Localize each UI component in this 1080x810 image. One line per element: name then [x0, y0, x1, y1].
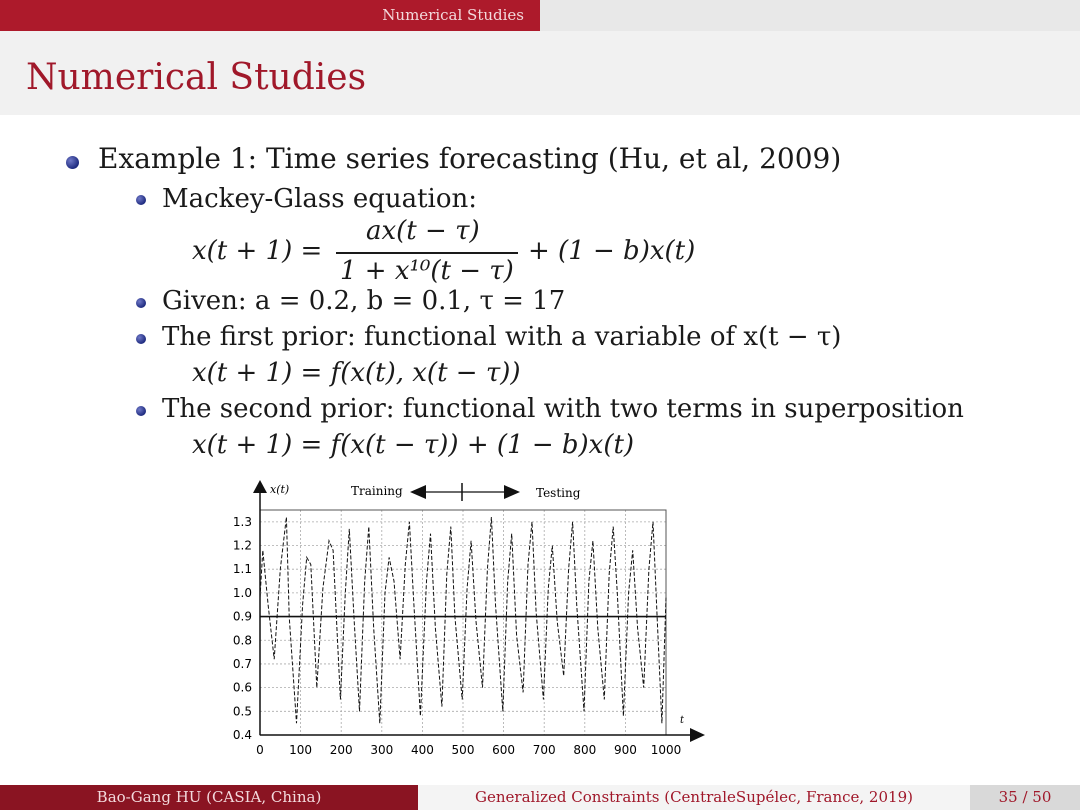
x-tick-label: 0	[256, 743, 264, 757]
training-label: Training	[351, 484, 403, 498]
equation-1-denominator: 1 + x¹⁰(t − τ)	[340, 256, 514, 286]
training-arrow-icon	[410, 485, 426, 499]
y-tick-labels	[233, 515, 252, 742]
y-tick-label: 1.0	[232, 585, 252, 600]
y-tick-label: 1.2	[232, 538, 252, 553]
top-navigation-bar	[0, 0, 1080, 31]
y-tick-label: 0.7	[232, 656, 252, 671]
bullet-given: Given: a = 0.2, b = 0.1, τ = 17	[162, 286, 566, 316]
equation-1-rhs: + (1 − b)x(t)	[528, 236, 696, 266]
x-tick-label: 100	[289, 743, 313, 757]
title-bar	[0, 31, 1080, 115]
sub-bullet-icon	[136, 406, 146, 416]
footer-talk-title[interactable]: Generalized Constraints (CentraleSupélec, France, 2019)	[418, 785, 970, 810]
x-axis-label: t	[680, 715, 685, 726]
y-tick-label: 0.4	[232, 728, 252, 742]
y-tick-label: 0.9	[232, 609, 252, 624]
fraction-bar	[336, 252, 518, 254]
y-tick-label: 0.5	[232, 704, 252, 719]
x-tick-label: 400	[410, 743, 434, 757]
bullet-second-prior: The second prior: functional with two terms in superposition	[162, 394, 964, 424]
bullet-example-1: Example 1: Time series forecasting (Hu, et al, 2009)	[98, 142, 842, 175]
bullet-first-prior: The first prior: functional with a variable of x(t − τ)	[162, 322, 842, 352]
y-axis-arrow-icon	[253, 480, 267, 493]
bullet-icon	[66, 156, 79, 169]
slide-title: Numerical Studies	[26, 57, 367, 98]
sub-bullet-icon	[136, 334, 146, 344]
series-line	[260, 517, 666, 723]
y-tick-label: 1.1	[232, 562, 252, 577]
footer	[0, 785, 1080, 810]
sub-bullet-icon	[136, 195, 146, 205]
footer-author[interactable]: Bao-Gang HU (CASIA, China)	[0, 785, 418, 810]
x-tick-label: 1000	[650, 743, 682, 757]
y-tick-label: 1.3	[232, 514, 252, 529]
x-tick-label: 600	[492, 743, 516, 757]
top-bar-right	[540, 0, 1080, 31]
section-label[interactable]: Numerical Studies	[0, 0, 540, 31]
equation-1-numerator: ax(t − τ)	[366, 216, 480, 246]
x-tick-label: 900	[613, 743, 637, 757]
bullet-mackey-glass: Mackey-Glass equation:	[162, 184, 478, 214]
chart-grid	[260, 510, 666, 735]
footer-page-number: 35 / 50	[970, 785, 1080, 810]
equation-1-fraction	[336, 216, 518, 286]
testing-label: Testing	[536, 486, 581, 500]
x-tick-label: 200	[329, 743, 353, 757]
x-tick-label: 700	[532, 743, 556, 757]
testing-arrow-icon	[504, 485, 520, 499]
equation-3: x(t + 1) = f(x(t − τ)) + (1 − b)x(t)	[192, 430, 635, 460]
y-tick-label: 0.8	[232, 633, 252, 648]
y-tick-label: 0.6	[232, 680, 252, 695]
x-tick-label: 800	[573, 743, 597, 757]
x-tick-labels	[256, 743, 681, 757]
sub-bullet-icon	[136, 298, 146, 308]
equation-2: x(t + 1) = f(x(t), x(t − τ))	[192, 358, 521, 388]
x-tick-label: 300	[370, 743, 394, 757]
y-axis-label: x(t)	[270, 483, 290, 496]
equation-1-lhs: x(t + 1) =	[192, 236, 323, 266]
x-tick-label: 500	[451, 743, 475, 757]
x-axis-arrow-icon	[690, 728, 705, 742]
mackey-glass-chart	[200, 475, 720, 770]
